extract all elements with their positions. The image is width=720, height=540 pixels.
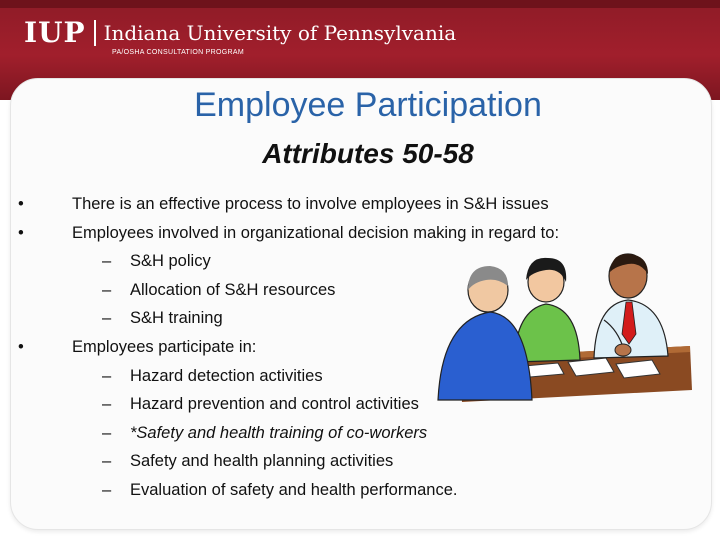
meeting-clipart-icon: [428, 250, 696, 410]
slide-subtitle: Attributes 50-58: [262, 138, 474, 169]
sub-bullet-text: S&H policy: [130, 252, 211, 271]
bullet-text: There is an effective process to involve employees in S&H issues: [72, 195, 549, 213]
sub-bullet-text: Safety and health planning activities: [130, 452, 394, 471]
dash-marker: –: [102, 423, 112, 442]
bullet-marker: •: [18, 223, 24, 242]
slide-title: Employee Participation: [194, 86, 542, 124]
sub-bullet-item: [18, 419, 708, 448]
bullet-marker: •: [18, 337, 24, 356]
university-logo: [24, 18, 456, 48]
dash-marker: –: [102, 452, 112, 471]
logo-divider: [94, 20, 96, 46]
bullet-text: Employees involved in organizational decision making in regard to:: [72, 223, 560, 242]
sub-bullet-text: Hazard detection activities: [130, 366, 323, 385]
program-label: PA/OSHA CONSULTATION PROGRAM: [112, 49, 244, 56]
dash-marker: –: [102, 280, 112, 299]
sub-bullet-text: Hazard prevention and control activities: [130, 395, 419, 414]
sub-bullet-text: *Safety and health training of co-workers: [130, 423, 428, 442]
sub-bullet-item: [18, 476, 708, 505]
man-left-body: [438, 312, 532, 400]
man-right-hand: [615, 344, 631, 356]
bullet-item: [18, 219, 708, 248]
header-top-strip: [0, 0, 720, 8]
university-name: Indiana University of Pennsylvania: [103, 21, 457, 45]
bullet-marker: •: [18, 195, 24, 213]
dash-marker: –: [102, 309, 112, 328]
sub-bullet-text: Evaluation of safety and health performance.: [130, 480, 458, 499]
logo-mark: IUP: [24, 16, 86, 49]
bullet-text: Employees participate in:: [72, 337, 257, 356]
bullet-item: [18, 190, 708, 219]
dash-marker: –: [102, 252, 112, 271]
sub-bullet-text: Allocation of S&H resources: [130, 280, 336, 299]
dash-marker: –: [102, 395, 112, 414]
sub-bullet-item: [18, 447, 708, 476]
sub-bullet-text: S&H training: [130, 309, 223, 328]
dash-marker: –: [102, 366, 112, 385]
dash-marker: –: [102, 480, 112, 499]
